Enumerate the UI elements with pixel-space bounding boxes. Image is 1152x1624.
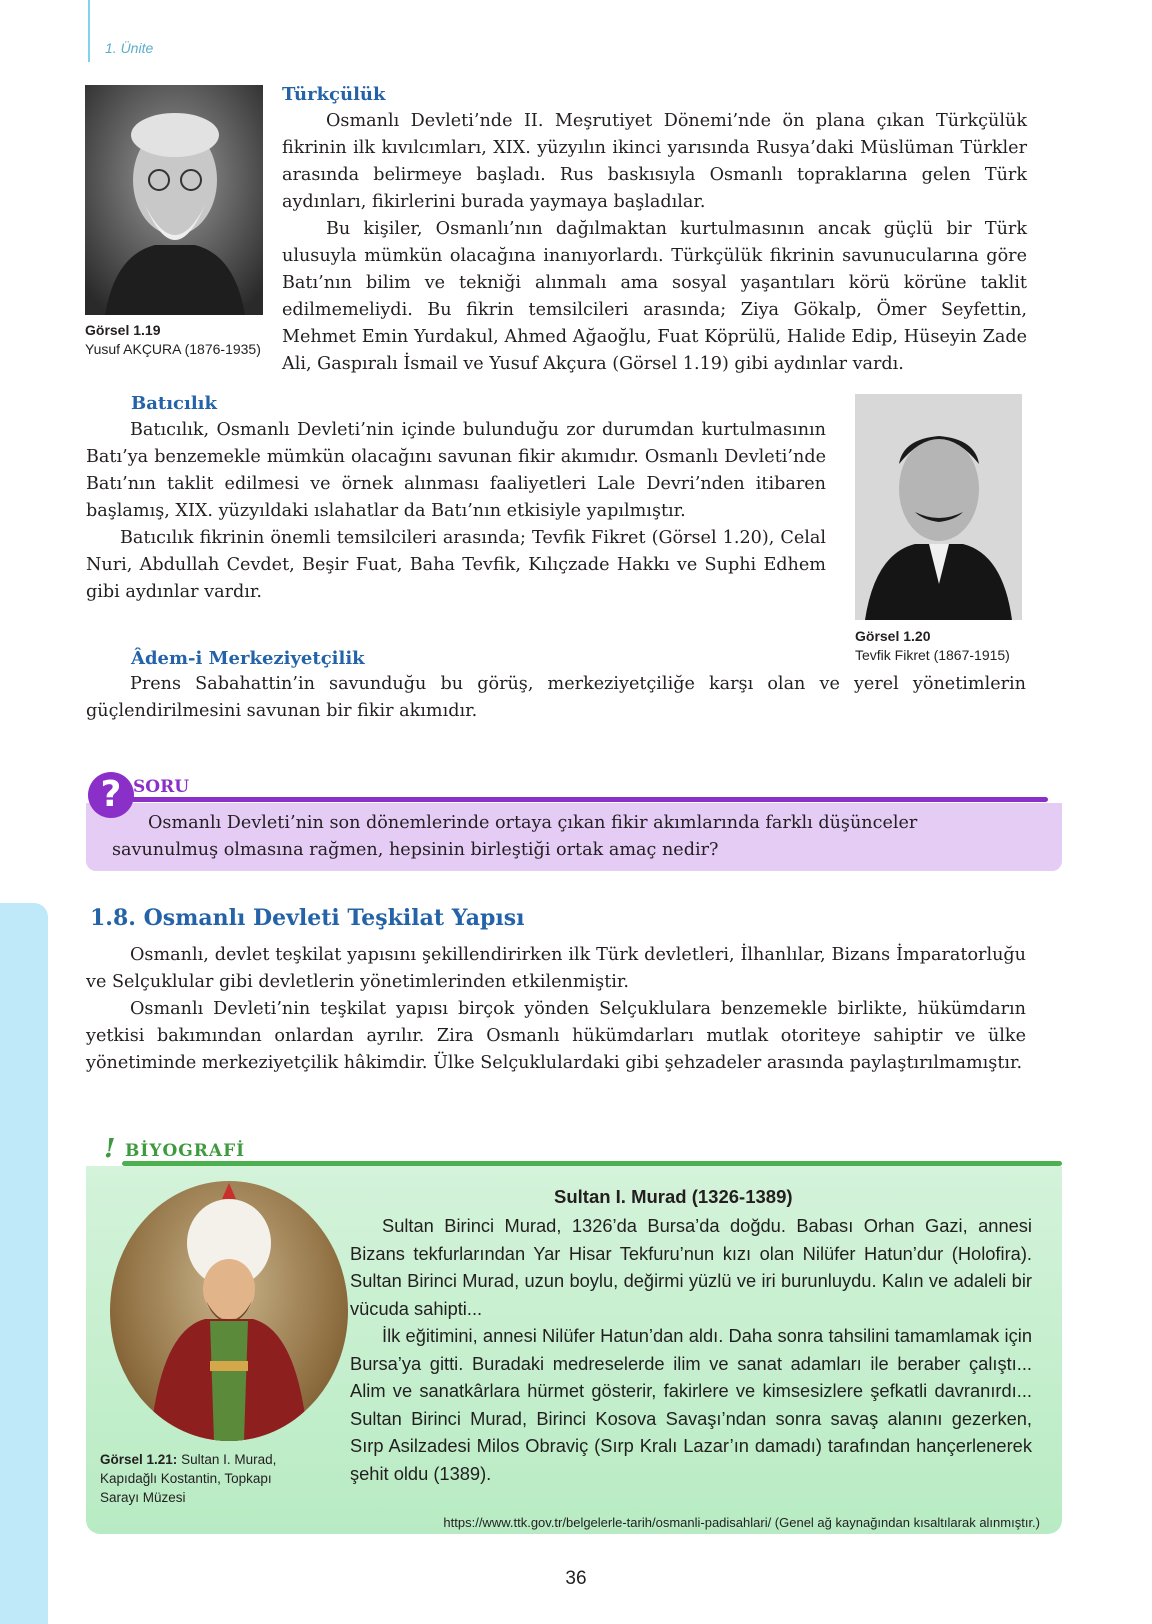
section-heading-adem-i-merkeziyetcilik: Âdem-i Merkeziyetçilik	[131, 648, 365, 669]
figure-caption-text: Sultan I. Murad, Kapıdağlı Kostantin, Topkapı Sarayı Müzesi	[100, 1452, 277, 1505]
figure-label: Görsel 1.19	[85, 322, 161, 338]
question-divider	[128, 797, 1048, 802]
section-heading-baticilik: Batıcılık	[131, 393, 217, 414]
biography-label: BİYOGRAFİ	[125, 1141, 246, 1161]
sultan-murad-portrait	[110, 1181, 348, 1441]
question-line: Osmanlı Devleti’nin son dönemlerinde ortaya çıkan fikir akımlarında farklı düşünceler	[148, 813, 918, 833]
figure-1-19-caption	[85, 321, 275, 359]
adem-body	[86, 671, 1026, 725]
baticilik-body	[86, 417, 826, 606]
biography-body	[350, 1212, 1032, 1487]
paragraph: Osmanlı Devleti’nin teşkilat yapısı birçok yönden Selçuklulara benzemekle birlikte, hükümdarın yetkisi bakımından onlardan ayrılır. Zira Osmanlı hükümdarları mutlak otoriteye sahiptir ve ülke yönetiminde merkeziyetçilik hâkimdir. Ülke Selçuklulardaki gibi şehzadeler arasında paylaştırılmamıştır.	[86, 999, 1026, 1073]
paragraph: İlk eğitimini, annesi Nilüfer Hatun’dan aldı. Daha sonra tahsilini tamamlamak için Bursa’ya gitti. Buradaki medreselerde ilim ve sanat adamları ile beraber çalıştı... Alim ve sanatkârlara hürmet gösterir, fakirlere ve kimsesizlere şefkatli davranırdı... Sultan Birinci Murad, Birinci Kosova Savaşı’ndan sonra savaş alanını gezerken, Sırp Asilzadesi Milos Obraviç (Sırp Kralı Lazar’ın damadı) tarafından hançerlenerek şehit oldu (1389).	[350, 1325, 1032, 1484]
exclamation-icon: !	[104, 1134, 116, 1164]
figure-caption-text: Yusuf AKÇURA (1876-1935)	[85, 341, 261, 357]
unit-divider-line	[88, 0, 90, 62]
paragraph: Batıcılık, Osmanlı Devleti’nin içinde bulunduğu zor durumdan kurtulmasının Batı’ya benzemekle mümkün olacağını savunan fikir akımıdır. Osmanlı Devleti’nde Batı’nın taklit edilmesi ve örnek alınması faaliyetleri Lale Devri’nden itibaren başlamış, XIX. yüzyıldaki ıslahatlar da Batı’nın etkisiyle yapılmıştır.	[86, 420, 826, 521]
portrait-illustration	[855, 394, 1022, 620]
paragraph: Osmanlı Devleti’nde II. Meşrutiyet Dönemi’nde ön plana çıkan Türkçülük fikrinin ilk kıvılcımları, XIX. yüzyılın ikinci yarısında Rusya’daki Müslüman Türkler arasında belirmeye başladı. Rus baskısıyla Osmanlı topraklarına gelen Türk aydınları, fikirlerini burada yaymaya başladılar.	[282, 111, 1027, 212]
page-number: 36	[565, 1568, 587, 1589]
figure-label: Görsel 1.21:	[100, 1452, 178, 1467]
biography-title: Sultan I. Murad (1326-1389)	[554, 1186, 793, 1207]
paragraph: Prens Sabahattin’in savunduğu bu görüş, merkeziyetçiliğe karşı olan ve yerel yönetimlerin güçlendirilmesini savunan bir fikir akımıdır.	[86, 674, 1026, 721]
figure-caption-text: Tevfik Fikret (1867-1915)	[855, 647, 1010, 663]
page-side-bar	[0, 903, 48, 1624]
tevfik-fikret-photo	[855, 394, 1022, 620]
portrait-illustration	[110, 1181, 348, 1441]
question-text	[112, 810, 1042, 864]
paragraph: Sultan Birinci Murad, 1326’da Bursa’da doğdu. Babası Orhan Gazi, annesi Bizans tekfurlarından Yar Hisar Tekfuru’nun kızı olan Nilüfer Hatun’dur (Holofira). Sultan Birinci Murad, uzun boylu, değirmi yüzlü ve iri burunluydu. Kalın ve adaleli bir vücuda sahipti...	[350, 1215, 1032, 1319]
figure-label: Görsel 1.20	[855, 628, 931, 644]
portrait-illustration	[85, 85, 263, 315]
yusuf-akcura-photo	[85, 85, 263, 315]
question-label: SORU	[133, 777, 190, 797]
section-heading-turkculuk: Türkçülük	[282, 84, 386, 105]
paragraph: Batıcılık fikrinin önemli temsilcileri arasında; Tevfik Fikret (Görsel 1.20), Celal Nuri, Abdullah Cevdet, Beşir Fuat, Baha Tevfik, Kılıçzade Hakkı ve Suphi Edhem gibi aydınlar vardır.	[86, 528, 826, 602]
question-line: savunulmuş olmasına rağmen, hepsinin birleştiği ortak amaç nedir?	[112, 840, 719, 860]
question-mark-icon: ?	[88, 772, 134, 818]
biography-divider	[122, 1161, 1062, 1166]
turkculuk-body	[282, 108, 1027, 378]
unit-label: 1. Ünite	[105, 40, 154, 56]
figure-1-21-caption	[100, 1450, 300, 1507]
paragraph: Osmanlı, devlet teşkilat yapısını şekillendirirken ilk Türk devletleri, İlhanlılar, Bizans İmparatorluğu ve Selçuklular gibi devletlerin yönetimlerinden etkilenmiştir.	[86, 945, 1026, 992]
section-heading-1-8: 1.8. Osmanlı Devleti Teşkilat Yapısı	[90, 905, 525, 931]
source-citation: https://www.ttk.gov.tr/belgelerle-tarih/osmanli-padisahlari/ (Genel ağ kaynağından kısaltılarak alınmıştır.)	[443, 1515, 1040, 1530]
section-1-8-body	[86, 942, 1026, 1077]
paragraph: Bu kişiler, Osmanlı’nın dağılmaktan kurtulmasının ancak güçlü bir Türk ulusuyla mümkün olacağına inanıyorlardı. Türkçülük fikrinin savunucularına göre Batı’nın bilim ve tekniği alınmalı ama sosyal yaşantıları körü körüne taklit edilmemeliydi. Bu fikrin temsilcileri arasında; Ziya Gökalp, Ömer Seyfettin, Mehmet Emin Yurdakul, Ahmed Ağaoğlu, Fuat Köprülü, Halide Edip, Hüseyin Zade Ali, Gaspıralı İsmail ve Yusuf Akçura (Görsel 1.19) gibi aydınlar vardı.	[282, 219, 1027, 374]
figure-1-20-caption	[855, 627, 1055, 665]
